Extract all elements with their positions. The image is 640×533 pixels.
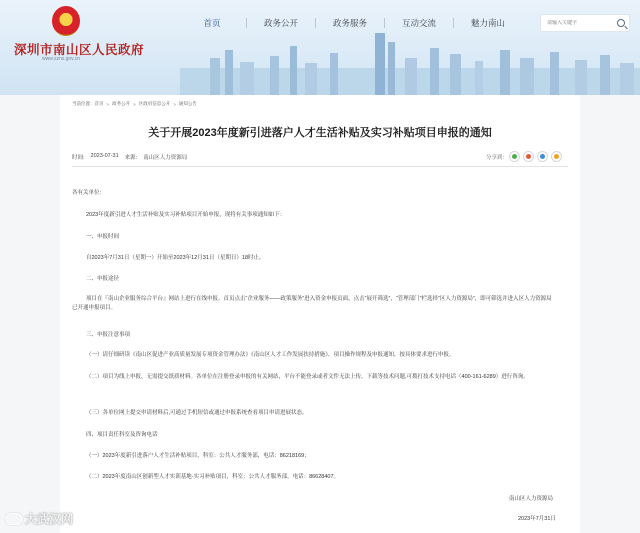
intro-paragraph: 2023年度新引进人才生活补贴及实习补贴项目开始申报，现将有关事项通知如下： [86,212,286,218]
breadcrumb [72,101,197,107]
nav-item-gov-affairs[interactable]: 政务公开 [263,18,298,28]
paragraph: （一）2023年度新引进落户人才生活补贴项目，科室：公共人才服务部，电话：86218169； [86,453,310,459]
section-heading: 三、申报注意事项 [86,332,131,338]
header-divider [72,166,568,167]
article-container [60,95,580,533]
paragraph: （三）各单位网上提交申请材料后,可通过手机短信或通过申报系统查看项目申请进展状态。 [86,410,308,416]
breadcrumb-item[interactable]: 首页 [94,101,104,106]
nav-item-home[interactable]: 首页 [203,18,221,28]
signature: 南山区人力资源局 [509,496,554,502]
share-bar [486,151,562,162]
paragraph: （二）2023年度南山区创新型人才实训基地-实习补贴项目，科室：公共人才服务部，电话：86628407。 [86,474,340,480]
weibo-share-icon[interactable] [523,151,534,162]
time-label: 时间: [72,155,85,161]
site-name: 深圳市南山区人民政府 [14,43,145,57]
site-header [0,0,640,95]
nav-item-charm-nanshan[interactable]: 魅力南山 [470,18,505,28]
source-value: 南山区人力资源局 [143,155,188,161]
city-skyline-banner [180,28,640,95]
breadcrumb-separator: > [106,101,110,107]
signature-date: 2023年7月31日 [518,516,556,522]
watermark-logo-icon [5,513,23,525]
breadcrumb-separator: > [133,101,136,107]
nav-item-gov-services[interactable]: 政务服务 [332,18,367,28]
qzone-share-icon[interactable] [551,151,562,162]
paragraph: （二）项目为线上申报，无需提交纸质材料。各单位在注册登录申报的有关网站，平台不能登录或者文件无法上传，下载等技术问题,可拨打技术支持电话（400-161-6289）进行咨询。 [86,374,529,380]
watermark [5,510,73,527]
search-icon[interactable] [617,19,625,27]
salutation: 各有关单位: [72,190,102,196]
breadcrumb-item[interactable]: 通知公告 [178,101,197,106]
section-heading: 四、项目责任科室及咨询电话 [86,432,158,438]
share-label: 分享到: [486,154,505,161]
source-label: 来源: [124,155,138,161]
wechat-share-icon[interactable] [509,151,520,162]
article-meta [72,153,187,161]
paragraph: 项目在『南山企业服务综合平台』网站上进行在线申报。首页点击“企业服务——政策服务”进入资金申报页面，点击“展开筛选”，“管理部门”栏选择“区人力资源局”，即可筛选并进入区人力资源局已开通申报项目。 [72,296,552,311]
nav-item-interaction[interactable]: 互动交流 [401,18,436,28]
main-nav [178,14,522,32]
section-heading: 二、申报途径 [86,276,120,282]
search-box [540,14,630,32]
breadcrumb-prefix: 当前位置： [72,101,95,106]
qq-share-icon[interactable] [537,151,548,162]
breadcrumb-item[interactable]: 区政府信息公开 [138,101,171,106]
article-title: 关于开展2023年度新引进落户人才生活补贴及实习补贴项目申报的通知 [148,127,492,139]
search-input[interactable] [547,20,613,26]
paragraph: （一）请仔细研读《南山区促进产业高质量发展专项资金管理办法》《南山区人才工作发展扶持措施》，项目操作规程及申报通知，按具体要求进行申报。 [86,352,455,358]
watermark-text: 大武汉网 [25,512,74,526]
section-heading: 一、申报时间 [86,234,120,240]
site-url: www.szns.gov.cn [42,56,80,62]
breadcrumb-separator: > [173,101,176,107]
time-value: 2023-07-31 [90,153,119,159]
national-emblem-logo [52,6,80,36]
paragraph: 自2023年7月31日（星期一）开始至2023年12月31日（星期日）18时止。 [86,255,265,261]
breadcrumb-item[interactable]: 政务公开 [112,101,131,106]
